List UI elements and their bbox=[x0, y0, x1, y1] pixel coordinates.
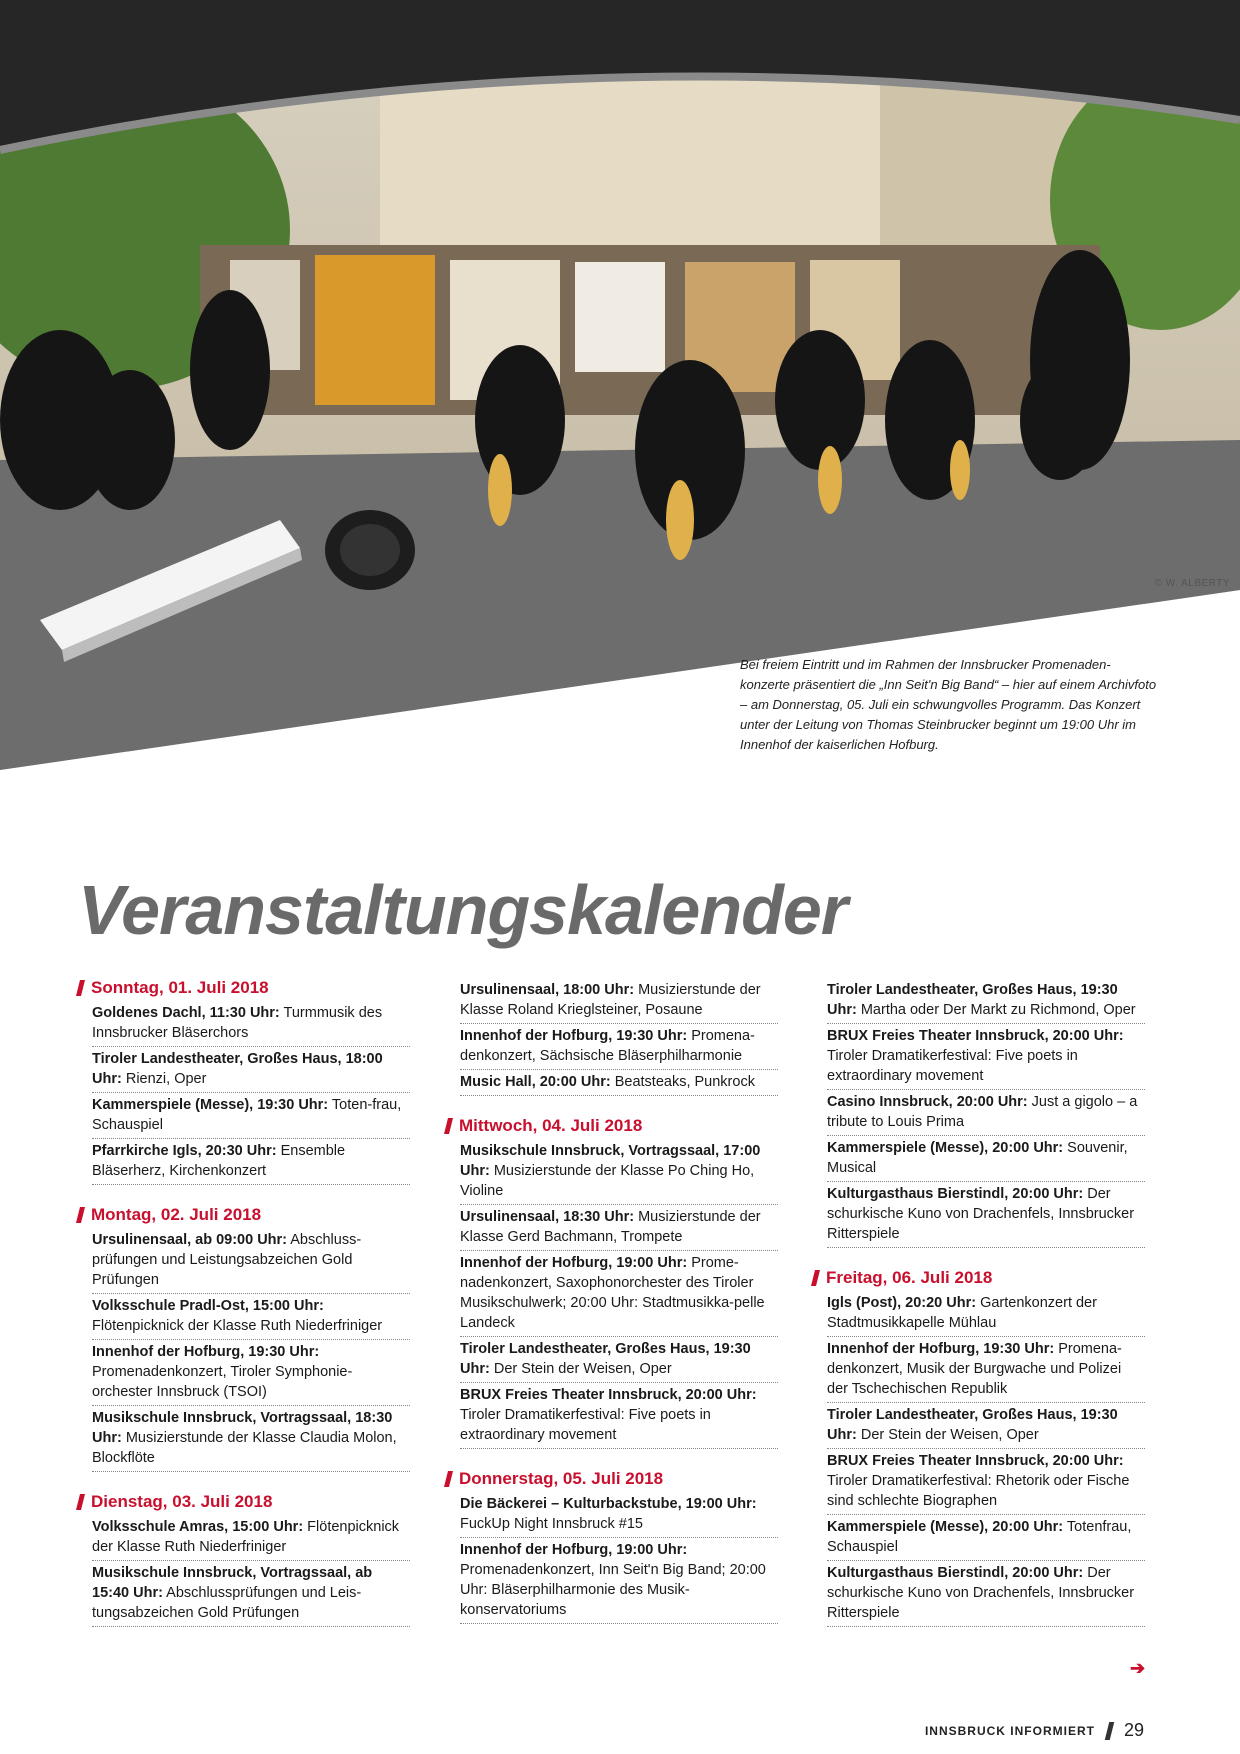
day-heading-text: Dienstag, 03. Juli 2018 bbox=[91, 1492, 273, 1511]
day-heading bbox=[446, 1469, 778, 1489]
event-entry bbox=[827, 1136, 1145, 1182]
event-description: Flötenpicknick der Klasse Ruth Niederfriniger bbox=[92, 1318, 383, 1334]
event-venue-time: Innenhof der Hofburg, 19:00 Uhr: bbox=[460, 1542, 688, 1558]
event-description: Tiroler Dramatikerfestival: Five poets in extraordinary movement bbox=[460, 1407, 711, 1443]
event-venue-time: BRUX Freies Theater Innsbruck, 20:00 Uhr: bbox=[827, 1453, 1124, 1469]
event-entry bbox=[92, 1093, 410, 1139]
event-description: Musizierstunde der Klasse Roland Krieglsteiner, Posaune bbox=[460, 982, 761, 1018]
event-venue-time: BRUX Freies Theater Innsbruck, 20:00 Uhr: bbox=[827, 1028, 1124, 1044]
event-entry bbox=[92, 1001, 410, 1047]
event-description: Tiroler Dramatikerfestival: Rhetorik oder Fische sind schlechte Biographen bbox=[827, 1473, 1130, 1509]
event-entry bbox=[827, 1182, 1145, 1248]
calendar-column-1 bbox=[78, 978, 410, 1627]
event-venue-time: Tiroler Landestheater, Großes Haus, 19:30 Uhr: bbox=[827, 982, 1118, 1018]
event-venue-time: Kulturgasthaus Bierstindl, 20:00 Uhr: bbox=[827, 1565, 1084, 1581]
event-description: Musizierstunde der Klasse Gerd Bachmann, Trompete bbox=[460, 1209, 761, 1245]
event-description: Der schurkische Kuno von Drachenfels, Innsbrucker Ritterspiele bbox=[827, 1565, 1135, 1621]
event-venue-time: Casino Innsbruck, 20:00 Uhr: bbox=[827, 1094, 1028, 1110]
event-entry bbox=[827, 1337, 1145, 1403]
day-heading bbox=[446, 1116, 778, 1136]
event-description: Turmmusik des Innsbrucker Bläserchors bbox=[92, 1005, 383, 1041]
event-venue-time: Volksschule Pradl-Ost, 15:00 Uhr: bbox=[92, 1298, 324, 1314]
event-entry bbox=[827, 1291, 1145, 1337]
event-venue-time: Tiroler Landestheater, Großes Haus, 18:00 Uhr: bbox=[92, 1051, 383, 1087]
event-description: Tiroler Dramatikerfestival: Five poets in extraordinary movement bbox=[827, 1048, 1078, 1084]
event-venue-time: Music Hall, 20:00 Uhr: bbox=[460, 1074, 611, 1090]
event-venue-time: Innenhof der Hofburg, 19:30 Uhr: bbox=[460, 1028, 688, 1044]
event-venue-time: Musikschule Innsbruck, Vortragssaal, ab 15:40 Uhr: bbox=[92, 1565, 373, 1601]
day-slash-icon bbox=[76, 1207, 85, 1223]
event-venue-time: Tiroler Landestheater, Großes Haus, 19:30 Uhr: bbox=[827, 1407, 1118, 1443]
photo-credit: © W. ALBERTY bbox=[1154, 578, 1230, 589]
event-description: Totenfrau, Schauspiel bbox=[827, 1519, 1132, 1555]
event-description: Toten-frau, Schauspiel bbox=[92, 1097, 402, 1133]
page-footer bbox=[925, 1720, 1144, 1741]
event-entry bbox=[827, 1561, 1145, 1627]
day-heading-text: Freitag, 06. Juli 2018 bbox=[826, 1268, 993, 1287]
event-entry bbox=[460, 1383, 778, 1449]
event-venue-time: Kulturgasthaus Bierstindl, 20:00 Uhr: bbox=[827, 1186, 1084, 1202]
event-description: Promena-denkonzert, Sächsische Bläserphilharmonie bbox=[460, 1028, 755, 1064]
event-venue-time: Innenhof der Hofburg, 19:30 Uhr: bbox=[92, 1344, 320, 1360]
event-venue-time: Kammerspiele (Messe), 20:00 Uhr: bbox=[827, 1519, 1064, 1535]
day-heading bbox=[78, 1492, 410, 1512]
event-description: Ensemble Bläserherz, Kirchenkonzert bbox=[92, 1143, 346, 1179]
day-heading bbox=[78, 1205, 410, 1225]
event-entry bbox=[460, 1139, 778, 1205]
day-heading-text: Mittwoch, 04. Juli 2018 bbox=[459, 1116, 643, 1135]
event-entry bbox=[827, 1090, 1145, 1136]
event-venue-time: Kammerspiele (Messe), 20:00 Uhr: bbox=[827, 1140, 1064, 1156]
continue-arrow-icon: ➔ bbox=[1130, 1658, 1146, 1678]
event-description: Souvenir, Musical bbox=[827, 1140, 1128, 1176]
calendar-title: Veranstaltungskalender bbox=[78, 871, 848, 949]
event-venue-time: Ursulinensaal, 18:30 Uhr: bbox=[460, 1209, 635, 1225]
event-description: Der Stein der Weisen, Oper bbox=[489, 1361, 672, 1377]
event-venue-time: Musikschule Innsbruck, Vortragssaal, 17:00 Uhr: bbox=[460, 1143, 761, 1179]
event-entry bbox=[460, 1205, 778, 1251]
event-description: Prome-nadenkonzert, Saxophonorchester des Tiroler Musikschulwerk; 20:00 Uhr: Stadtmusikka-pelle Landeck bbox=[460, 1255, 765, 1331]
day-heading-text: Donnerstag, 05. Juli 2018 bbox=[459, 1469, 664, 1488]
event-description: Gartenkonzert der Stadtmusikkapelle Mühlau bbox=[827, 1295, 1097, 1331]
event-entry bbox=[460, 1251, 778, 1337]
event-description: Martha oder Der Markt zu Richmond, Oper bbox=[856, 1002, 1136, 1018]
event-entry bbox=[92, 1515, 410, 1561]
calendar-column-3 bbox=[813, 978, 1145, 1627]
event-venue-time: Die Bäckerei – Kulturbackstube, 19:00 Uhr: bbox=[460, 1496, 757, 1512]
event-venue-time: Ursulinensaal, 18:00 Uhr: bbox=[460, 982, 635, 998]
event-entry bbox=[92, 1228, 410, 1294]
day-slash-icon bbox=[76, 980, 85, 996]
day-slash-icon bbox=[444, 1471, 453, 1487]
event-description: Der Stein der Weisen, Oper bbox=[856, 1427, 1039, 1443]
day-slash-icon bbox=[444, 1118, 453, 1134]
event-description: FuckUp Night Innsbruck #15 bbox=[460, 1516, 643, 1532]
publication-name: INNSBRUCK INFORMIERT bbox=[924, 1723, 1095, 1738]
event-entry bbox=[460, 1538, 778, 1624]
page-number: 29 bbox=[1123, 1720, 1144, 1740]
event-description: Der schurkische Kuno von Drachenfels, Innsbrucker Ritterspiele bbox=[827, 1186, 1135, 1242]
event-description: Promena-denkonzert, Musik der Burgwache und Polizei der Tschechischen Republik bbox=[827, 1341, 1122, 1397]
event-entry bbox=[92, 1340, 410, 1406]
event-description: Flötenpicknick der Klasse Ruth Niederfriniger bbox=[92, 1519, 400, 1555]
event-venue-time: Ursulinensaal, ab 09:00 Uhr: bbox=[92, 1232, 288, 1248]
event-venue-time: BRUX Freies Theater Innsbruck, 20:00 Uhr: bbox=[460, 1387, 757, 1403]
event-venue-time: Pfarrkirche Igls, 20:30 Uhr: bbox=[92, 1143, 277, 1159]
event-description: Promenadenkonzert, Tiroler Symphonie-orchester Innsbruck (TSOI) bbox=[92, 1364, 353, 1400]
event-venue-time: Volksschule Amras, 15:00 Uhr: bbox=[92, 1519, 304, 1535]
event-entry bbox=[460, 1070, 778, 1096]
day-heading-text: Sonntag, 01. Juli 2018 bbox=[91, 978, 269, 997]
event-entry bbox=[92, 1406, 410, 1472]
event-entry bbox=[460, 1492, 778, 1538]
event-entry bbox=[460, 978, 778, 1024]
day-slash-icon bbox=[76, 1494, 85, 1510]
event-entry bbox=[460, 1024, 778, 1070]
event-venue-time: Goldenes Dachl, 11:30 Uhr: bbox=[92, 1005, 280, 1021]
calendar-column-2 bbox=[446, 978, 778, 1624]
event-entry bbox=[92, 1139, 410, 1185]
event-entry bbox=[460, 1337, 778, 1383]
event-description: Rienzi, Oper bbox=[121, 1071, 207, 1087]
day-heading bbox=[813, 1268, 1145, 1288]
event-venue-time: Kammerspiele (Messe), 19:30 Uhr: bbox=[92, 1097, 329, 1113]
event-description: Abschluss-prüfungen und Leistungsabzeichen Gold Prüfungen bbox=[92, 1232, 362, 1288]
event-entry bbox=[827, 1024, 1145, 1090]
event-venue-time: Innenhof der Hofburg, 19:30 Uhr: bbox=[827, 1341, 1055, 1357]
footer-divider bbox=[1105, 1722, 1114, 1740]
photo-caption: Bei freiem Eintritt und im Rahmen der Innsbrucker Promenaden-konzerte präsentiert die „Inn Seit'n Big Band“ – hier auf einem Archivfoto – am Donnerstag, 05. Juli ein schwungvolles Programm. Das Konzert unter der Leitung von Thomas Steinbrucker beginnt um 19:00 Uhr im Innenhof der kaiserlichen Hofburg. bbox=[740, 657, 1157, 752]
event-description: Beatsteaks, Punkrock bbox=[610, 1074, 755, 1090]
event-venue-time: Tiroler Landestheater, Großes Haus, 19:30 Uhr: bbox=[460, 1341, 751, 1377]
day-heading-text: Montag, 02. Juli 2018 bbox=[91, 1205, 262, 1224]
event-description: Abschlussprüfungen und Leis-tungsabzeichen Gold Prüfungen bbox=[92, 1585, 362, 1621]
event-entry bbox=[92, 1047, 410, 1093]
event-entry bbox=[827, 978, 1145, 1024]
event-entry bbox=[827, 1515, 1145, 1561]
event-description: Musizierstunde der Klasse Po Ching Ho, Violine bbox=[460, 1163, 755, 1199]
event-description: Promenadenkonzert, Inn Seit'n Big Band; 20:00 Uhr: Bläserphilharmonie des Musik-konservatoriums bbox=[460, 1562, 766, 1618]
event-venue-time: Musikschule Innsbruck, Vortragssaal, 18:30 Uhr: bbox=[92, 1410, 393, 1446]
event-entry bbox=[92, 1294, 410, 1340]
event-entry bbox=[827, 1449, 1145, 1515]
event-description: Just a gigolo – a tribute to Louis Prima bbox=[827, 1094, 1138, 1130]
event-venue-time: Innenhof der Hofburg, 19:00 Uhr: bbox=[460, 1255, 688, 1271]
event-description: Musizierstunde der Klasse Claudia Molon, Blockflöte bbox=[92, 1430, 397, 1466]
day-slash-icon bbox=[811, 1270, 820, 1286]
event-venue-time: Igls (Post), 20:20 Uhr: bbox=[827, 1295, 977, 1311]
day-heading bbox=[78, 978, 410, 998]
event-entry bbox=[827, 1403, 1145, 1449]
event-entry bbox=[92, 1561, 410, 1627]
